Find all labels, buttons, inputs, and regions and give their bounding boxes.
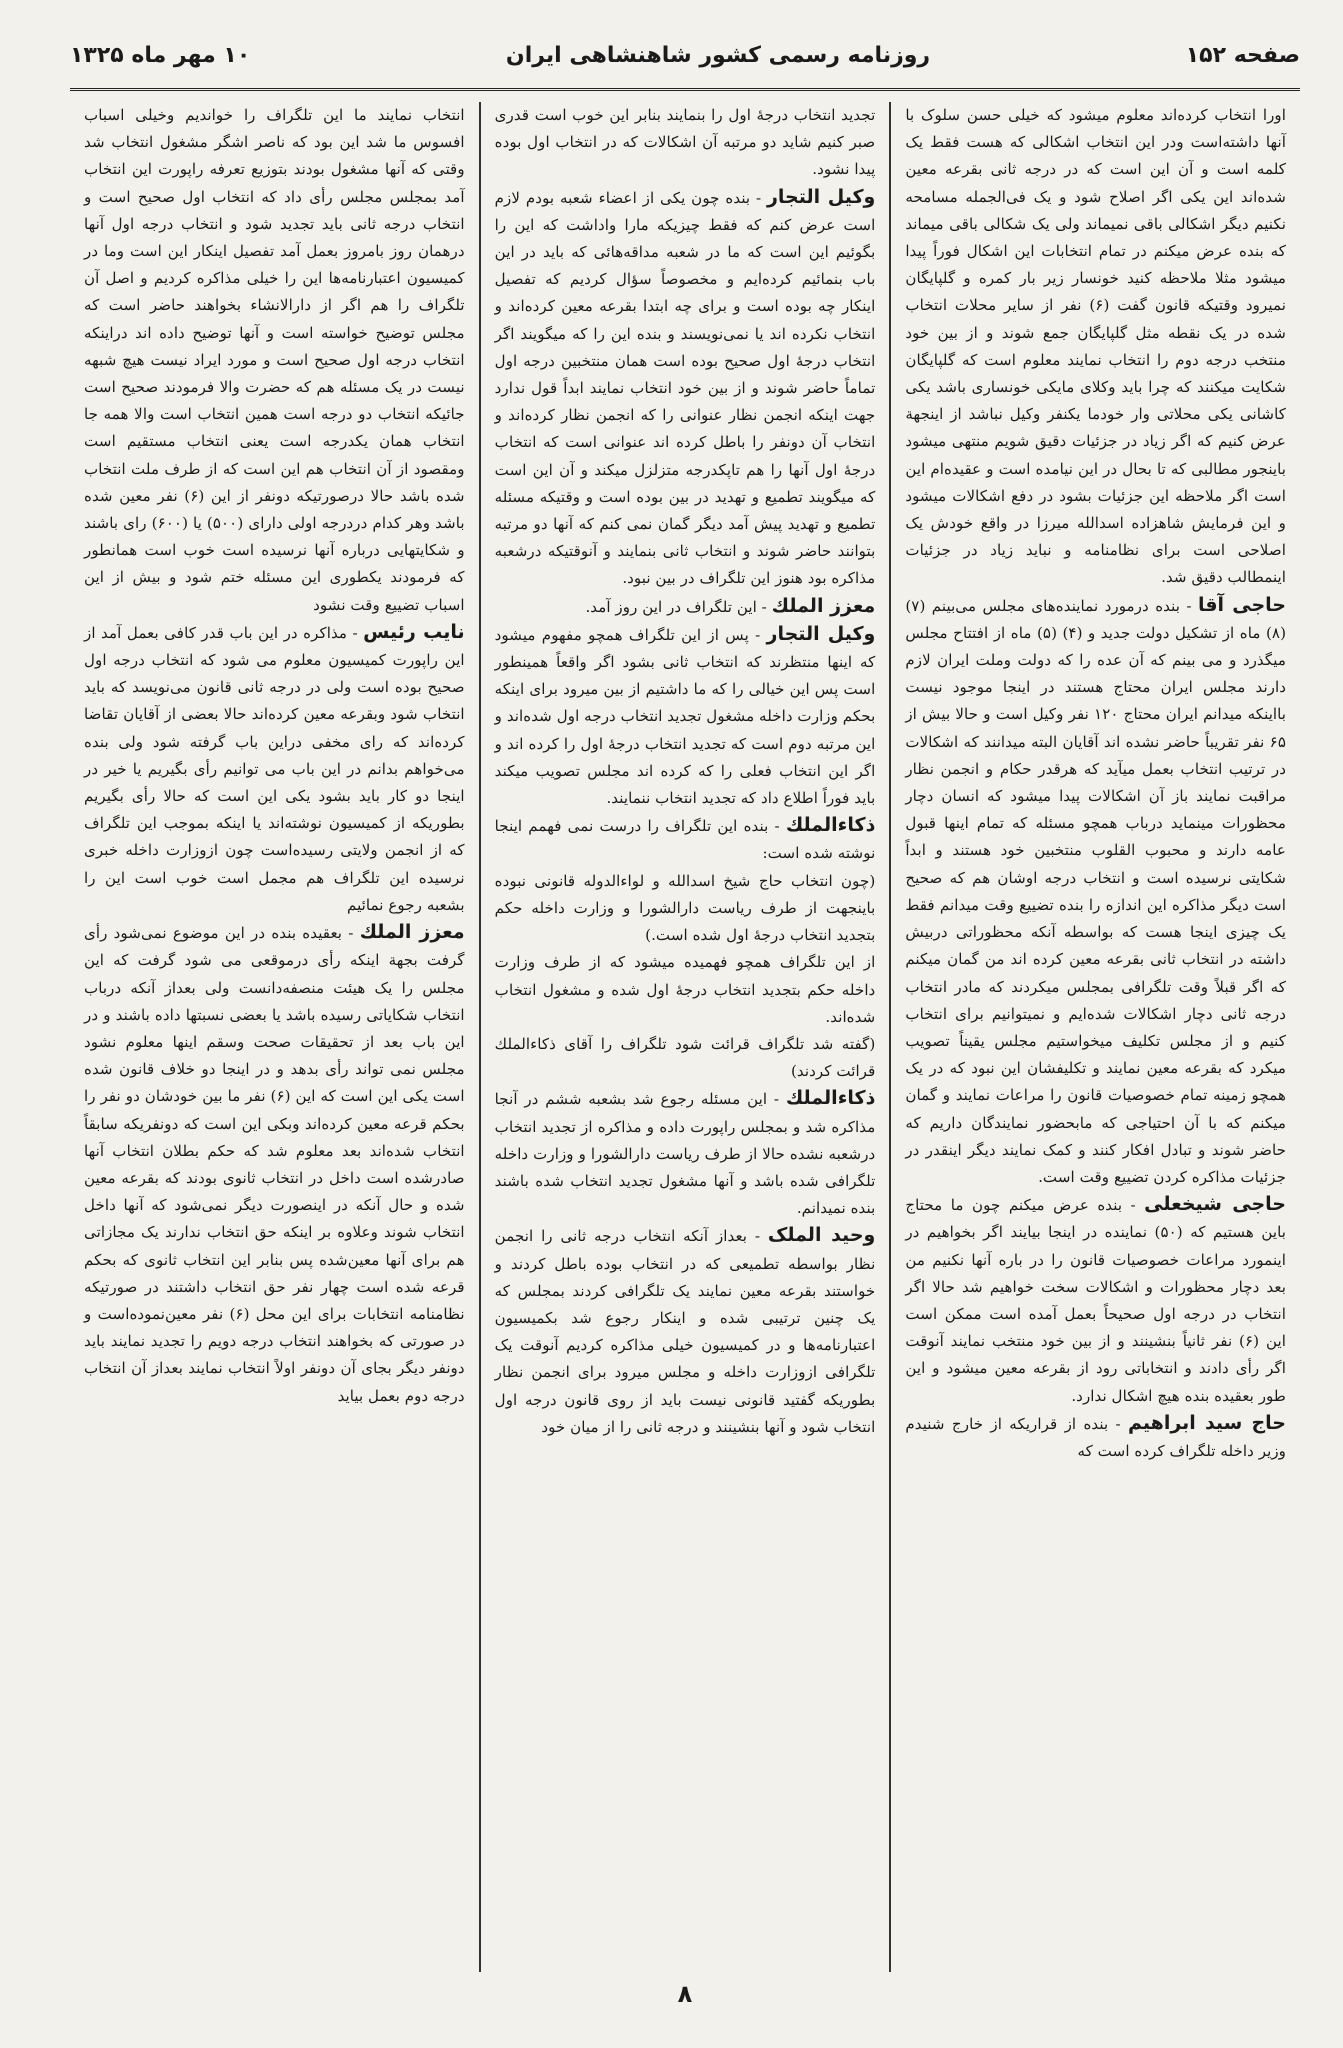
column-right [891, 102, 1300, 1972]
article-paragraph [495, 102, 876, 184]
paragraph-text: (گفته شد تلگراف قرائت شود تلگراف را آقای ذکاءالملك قرائت کردند) [494, 1034, 876, 1081]
paragraph-text: (چون انتخاب حاج شیخ اسدالله و لواءالدوله قانونی نبوده باینجهت از طرف ریاست دارالشورا و وزارت داخله حکم بتجدید انتخاب درجهٔ اول شده است.) [494, 871, 876, 945]
paragraph-text: از این تلگراف همچو فهمیده میشود که از طرف وزارت داخله حکم بتجدید انتخاب درجهٔ اول شده و مشغول انتخاب شده‌اند. [494, 953, 876, 1026]
newspaper-title: روزنامه رسمی کشور شاهنشاهی ایران [505, 42, 931, 68]
article-paragraph [905, 1410, 1286, 1465]
article-paragraph [495, 593, 876, 621]
paragraph-text: اورا انتخاب کرده‌اند معلوم میشود که خیلی حسن سلوک با آنها داشته‌است ودر این انتخاب اشکالی که هست فقط یک کلمه است و آن این است که در درجه ثانی بقرعه معین شده‌اند این یکی اگر اصلاح شود و یک فی‌الجمله مسامحه نکنیم دیگر اشکالی باقی نمیماند ولی یک شکالی باقی میماند که بنده عرض میکنم در تمام انتخابات این اشکال فوراً پیدا میشود مثلا ملاحظه کنید خونسار زیر بار کمره و گلپایگان نمیرود وقتیکه قانون گفت (۶) نفر از سایر محلات انتخاب شده در یک نقطه مثل گلپایگان جمع شوند و از بین خود منتخب درجه دوم را انتخاب نمایند معلوم است که گلپایگان شکایت میکنند که چرا باید وکلای مایکی خونساری باشد یکی کاشانی یکی محلاتی وار خودما یکنفر وکیل نباشد از اینجهة عرض کنیم که اگر زیاد در جزئیات دقیق شویم منتهی میشود باینجور مطالبی که تا بحال در این نیامده است و عقیده‌ام این است اگر ملاحظه این جزئیات بشود در دفع اشکالات میشود و این فرمایش شاهزاده اسدالله میرزا در واقع خودش یک اصلاحی است برای نظامنامه و نباید زیاد در جزئیات اینمطالب دقیق شد. [905, 106, 1286, 587]
paragraph-text: - بنده این تلگراف را درست نمی فهمم اینجا نوشته شده است: [494, 817, 876, 863]
article-paragraph [495, 621, 876, 812]
paragraph-text: - بنده چون یکی از اعضاء شعبه بودم لازم است عرض کنم که فقط چیزیکه مارا واداشت که این را بگوئیم این است که ما در شعبه مداقه‌هائی که باید در این باب بنمائیم کرده‌ایم و مخصوصاً سؤال کردیم که تفصیل اینکار چه بوده است و برای چه ابتدا بقرعه معین کرده‌اند و انتخاب نکرده اند یا نمی‌نویسند و بنده این را که میگویند اگر انتخاب درجهٔ اول صحیح بوده است همان منتخبین درجه اول تماماً حاضر شوند و از بین خود انتخاب نمایند ابداً قول ندارد جهت اینکه انجمن نظار عنوانی را که انجمن نظار کرده‌اند و انتخاب آن دونفر را باطل کرده اند عنوانی است که انتخاب درجهٔ اول آنها را هم تاپکدرجه متزلزل میکند و آن این است که میگویند تطمیع و تهدید در بین بوده است و وقتیکه مسئله تطمیع و تهدید پیش آمد دیگر گمان نمی کنم که آنها دو مرتبه بتوانند حاضر شوند و انتخاب ثانی بنمایند و آنوقتیکه درشعبه مذاکره بود هنوز این تلگراف در بین نبود. [494, 188, 876, 588]
paragraph-text: تجدید انتخاب درجهٔ اول را بنمایند بنابر این خوب است قدری صبر کنیم شاید دو مرتبه آن اشکالات که در انتخاب اول بوده پیدا نشود. [494, 106, 876, 179]
paragraph-text: - بنده درمورد نماینده‌های مجلس می‌بینم (۷) (۸) ماه از تشکیل دولت جدید و (۴) (۵) ماه از افتتاح مجلس میگذرد و می بینم که آن عده را که دولت وملت ایران لازم دارند مجلس ایران محتاج هستند در اینجا موجود نیست بااینکه میدانم ایران محتاج ۱۲۰ نفر وکیل است و حالا بیش از ۶۵ نفر تقریباً حاضر نشده اند آقایان البته میدانند که اشکالات در ترتیب انتخاب بعمل میآید که هرقدر حکام و انجمن نظار مراقبت نمایند باز آن اشکالات پیدا میشود که انسان دچار محظورات مینماید درباب همچو مسئله که تمام اینها قبول عامه دارند و محبوب القلوب منتخبین خود هستند و ابداً شکایتی نرسیده است و انتخاب درجه اوشان هم که صحیح است دیگر مذاکره این اندازه را بنده تضییع وقت میدانم فقط یک چیزی اینجا هست که بواسطه آنکه محظوراتی دربیش داشته در انتخاب ثانی بقرعه معین کرده اند من گمان میکنم که اگر قبلاً وقت تلگرافی بمجلس میکردند که مادر انتخاب درجه ثانی دچار اشکالات شده‌ایم و نمیتوانیم برای انتخاب کنیم و از مجلس تکلیف میخواستیم مجلس یقیناً تصویب میکرد که بقرعه معین نمایند و تکلیفشان این نبود که در یک همچو زمینه تمام خصوصیات قانون را مراعات نمایند و گمان میکنم که با آن احتیاجی که مابحضور نمایندگان داریم که حاضر شوند و تبادل افکار کنند و کمک نمایند دیگر اینقدر در جزئیات مذاکره کردن تضییع وقت است. [905, 596, 1286, 1186]
speaker-name: معزز الملك [359, 921, 465, 944]
paragraph-text: - بنده عرض میکنم چون ما محتاج باین هستیم که (۵۰) نماینده در اینجا بیایند اگر بخواهیم در اینمورد مراعات خصوصیات قانون را در باره آنها نکنیم من بعد دچار محظورات و اشکالات سخت خواهیم شد حالا اگر انتخاب در درجه اول صحیحاً بعمل آمده است ممکن است این (۶) نفر ثانیاً بنشینند و از بین خود منتخب نمایند آنوقت اگر رأی دادند و انتخاباتی رود از بقرعه معین میشود و این طور بعقیده بنده هیچ اشکال ندارد. [905, 1196, 1286, 1405]
speaker-name: حاج سید ابراهیم [1128, 1411, 1286, 1434]
article-paragraph [905, 592, 1286, 1191]
page-label: صفحه ۱۵۲ [1185, 42, 1300, 68]
paragraph-text: - بعقیده بنده در این موضوع نمی‌شود رأی گرفت بجهة اینکه رأی درموقعی می شود گرفت که این مجلس را یک هیئت منصفه‌دانست ولی بعداز آنکه درباب انتخاب شکایاتی رسیده باشد یا بعضی نسبتها داده باشند و در این باب بعد از تحقیقات صحت وسقم اینها معلوم نشود مجلس نمی تواند رأی بدهد و در اینجا دو خلاف قانون شده است یکی این است که این (۶) نفر ما بین خودشان دو نفر را بحکم قرعه معین کرده‌اند وبکی این است که دونفریکه سابقاً انتخاب شده‌اند بعد معلوم شد که حکم بطلان انتخاب آنها صادرشده است داخل در انتخاب ثانوی بودند که بقرعه معین شده و حال آنکه در اینصورت دیگر نمی‌شود که آنها داخل انتخاب شوند وعلاوه بر اینکه حق انتخاب ندارند یک مجازاتی هم برای آنها معین‌شده پس بنابر این انتخاب ثانوی که بحکم قرعه شده است چهار نفر حق انتخاب داشتند در صورتیکه نظامنامه انتخابات برای این محل (۶) نفر معین‌نموده‌است و در صورتی که بخواهند انتخاب درجه دویم را تجدید نمایند باید دونفر دیگر بجای آن دونفر اولاً انتخاب نمایند بعداز آن انتخاب درجه دوم بعمل بیاید [83, 924, 465, 1405]
article-paragraph [495, 868, 876, 950]
text-columns [70, 102, 1300, 1972]
page-header [70, 30, 1300, 80]
speaker-name: حاجی آقا [1197, 593, 1287, 616]
article-paragraph [495, 812, 876, 867]
speaker-name: نایب رئیس [363, 620, 465, 643]
paragraph-text: - بعداز آنکه انتخاب درجه ثانی را انجمن نظار بواسطه تطمیعی که در انتخاب بوده باطل کردند و خواستند بقرعه معین نمایند یک تلگرافی کردند بمجلس که یک چنین ترتیبی شده و اینکار رجوع شد بکمیسیون اعتبارنامه‌ها و در کمیسیون خیلی مذاکره کردیم آنوقت یک تلگرافی ازوزارت داخله و مجلس میرود برای انجمن نظار بطوریکه گفتید قانونی نیست باید از روی قانون درجه اول انتخاب شود و آنها بنشینند و درجه ثانی را از میان خود [494, 1227, 876, 1436]
speaker-name: ذکاءالملك [785, 814, 876, 837]
header-rule [70, 88, 1300, 91]
article-paragraph [84, 102, 465, 619]
article-paragraph [905, 102, 1286, 592]
speaker-name: معزز الملك [771, 594, 876, 617]
paragraph-text: - این تلگراف در این روز آمد. [585, 597, 767, 616]
column-left [70, 102, 481, 1972]
article-paragraph [84, 619, 465, 919]
article-paragraph [905, 1191, 1286, 1410]
article-paragraph [495, 1222, 876, 1441]
article-paragraph [84, 919, 465, 1410]
speaker-name: وحید الملک [767, 1224, 876, 1247]
gazette-page [70, 30, 1300, 2020]
paragraph-text: - مذاکره در این باب قدر کافی بعمل آمد از این راپورت کمیسیون معلوم می شود که انتخاب درجه اول صحیح بوده است ولی در درجه ثانی قانون می‌نویسد که باید انتخاب شود وبقرعه معین کرده‌اند حالا بعضی از آقایان تقاضا کرده‌اند که رای مخفی دراین باب گرفته شود ولی بنده می‌خواهم بدانم در این باب می توانیم رأی بگیریم یا خیر در اینجا دو کار باید بشود یکی این است که حالا رأی بگیریم بطوریکه از کمیسیون نوشته‌اند یا اینکه بموجب این تلگراف که از انجمن ولایتی رسیده‌است چون ازوزارت داخله خبری نرسیده این تلگراف هم مجمل است خوب است این را بشعبه رجوع نمائیم [83, 623, 465, 914]
speaker-name: وکیل التجار [766, 622, 876, 645]
article-paragraph [495, 949, 876, 1031]
article-paragraph [495, 1085, 876, 1222]
speaker-name: ذکاءالملك [785, 1087, 876, 1110]
page-number: ۸ [677, 1980, 693, 2008]
paragraph-text: - این مسئله رجوع شد بشعبه ششم در آنجا مذاکره شد و بمجلس راپورت داده و مذاکره از تجدید انتخاب درشعبه نشده حالا از طرف ریاست دارالشورا و وزارت داخله تلگرافی شده باشد و آنها مشغول تجدید انتخاب شده باشند بنده نمیدانم. [494, 1090, 876, 1218]
paragraph-text: - پس از این تلگراف همچو مفهوم میشود که اینها منتظرند که انتخاب ثانی بشود اگر واقعاً همینطور است پس این خیالی را که ما داشتیم از بین میرود برای اینکه بحکم وزارت داخله مشغول تجدید انتخاب درجه اول شده‌اند و این مرتبه دوم است که تجدید انتخاب درجهٔ اول را کرده اند و اگر این انتخاب فعلی را که کرده اند مجلس تصویب میکند باید فوراً اطلاع داد که تجدید انتخاب ننمایند. [494, 625, 876, 808]
speaker-name: حاجی شیخعلی [1144, 1193, 1286, 1216]
issue-date: ۱۰ مهر ماه ۱۳۲۵ [70, 42, 251, 68]
speaker-name: وکیل التجار [766, 185, 876, 208]
paragraph-text: - بنده از قراریکه از خارج شنیدم وزیر داخله تلگراف کرده است که [905, 1414, 1286, 1460]
article-paragraph [495, 1031, 876, 1085]
paragraph-text: انتخاب نمایند ما این تلگراف را خواندیم وخیلی اسباب افسوس ما شد این بود که ناصر اشگر مشغول انتخاب شد وقتی که آنها مشغول بودند بتوزیع تعرفه راپورت این انتخاب آمد بمجلس مجلس رأی داد که انتخاب اول صحیح است و انتخاب درجه ثانی باید تجدید شود و انتخاب درجه اول آنها درهمان روز بامروز بعمل آمد تفصیل اینکار این است وما در کمیسیون اعتبارنامه‌ها این را خیلی مذاکره کردیم و اصل آن تلگراف را هم اگر از دارالانشاء بخواهند حاضر است که مجلس توضیح خواسته است و آنها توضیح داده اند دراینکه انتخاب درجه اول صحیح است و مورد ایراد نیست هیچ شبهه نیست در یک مسئله هم که حضرت والا فرمودند صحیح است جائیکه انتخاب دو درجه است همین انتخاب است والا همه جا انتخاب همان یکدرجه است یعنی انتخاب مستقیم است ومقصود از آن انتخاب هم این است که از طرف ملت انتخاب شده باشد حالا درصورتیکه دونفر از این (۶) نفر معین شده باشد وهر کدام دردرجه اولی دارای (۵۰۰) یا (۶۰۰) رای باشند و شکایتهایی درباره آنها نرسیده است خوب است همانطور که فرمودند یکطوری این مسئله ختم شود و بیش از این اسباب تضییع وقت نشود [83, 106, 465, 614]
column-middle [481, 102, 892, 1972]
article-paragraph [495, 184, 876, 593]
